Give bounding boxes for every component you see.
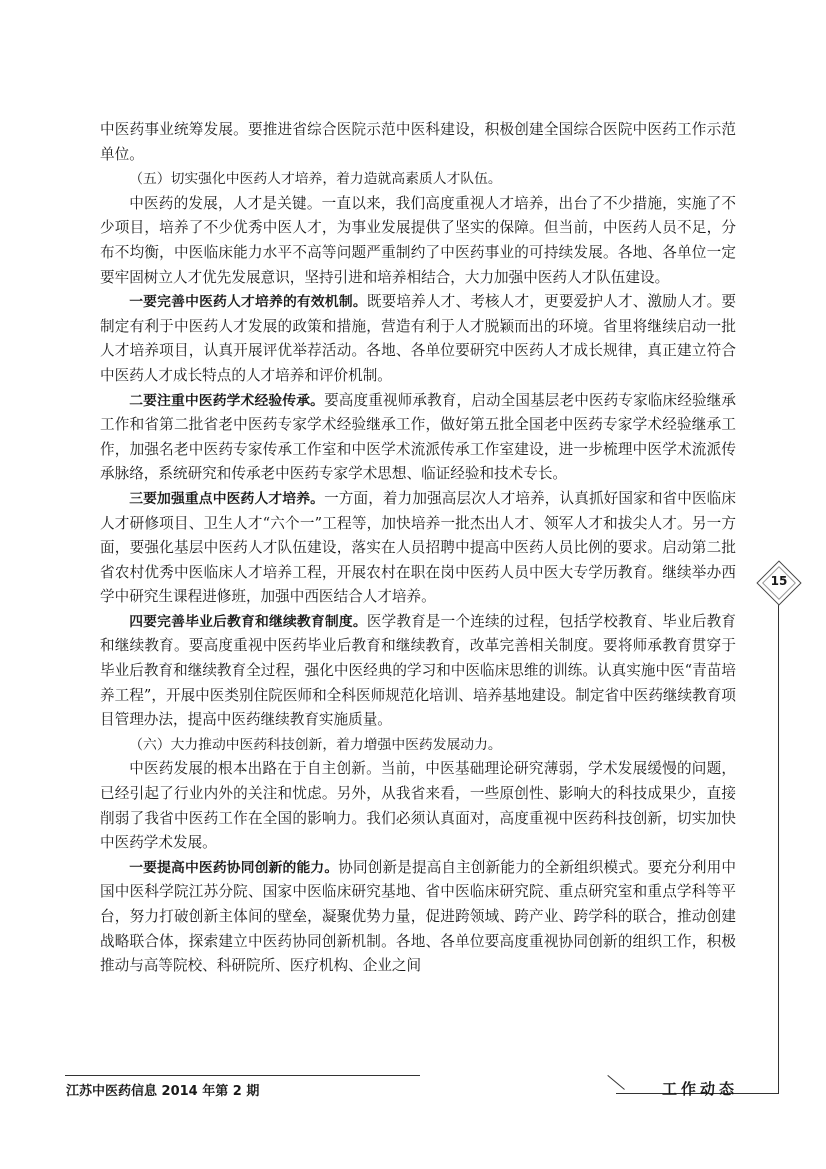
paragraph-3: 中医药的发展，人才是关键。一直以来，我们高度重视人才培养，出台了不少措施，实施了不少项目，培养了不少优秀中医人才，为事业发展提供了坚实的保障。但当前，中医药人员不足，分布不均衡，中医临床能力水平不高等问题严重制约了中医药事业的可持续发展。各地、各单位一定要牢固树立人才优先发展意识，坚持引进和培养相结合，大力加强中医药人才队伍建设。 <box>100 194 736 286</box>
footer-section: 工作动态 <box>661 1080 738 1098</box>
paragraph-5: 二要注重中医药学术经验传承。要高度重视师承教育，启动全国基层老中医药专家临床经验继承工作和省第二批省老中医药专家学术经验继承工作，做好第五批全国老中医药专家学术经验继承工作，加强名老中医药专家传承工作室和中医学术流派传承工作室建设，进一步梳理中医学术流派传承脉络，系统研究和传承老中医药专家学术思想、临证经验和技术专长。 <box>100 391 736 483</box>
lead-phrase: 二要注重中医药学术经验传承。 <box>129 392 325 409</box>
paragraph-6: 三要加强重点中医药人才培养。一方面，着力加强高层次人才培养，认真抓好国家和省中医临床人才研修项目、卫生人才“六个一”工程等，加快培养一批杰出人才、领军人才和拔尖人才。另一方面，要强化基层中医药人才队伍建设，落实在人员招聘中提高中医药人员比例的要求。启动第二批省农村优秀中医临床人才培养工程，开展农村在职在岗中医药人员中医大专学历教育。继续举办西学中研究生课程进修班，加强中西医结合人才培养。 <box>100 489 736 606</box>
lead-phrase: 三要加强重点中医药人才培养。 <box>129 490 325 507</box>
footer-rule <box>65 1075 420 1076</box>
footer-section-rule <box>607 1075 624 1090</box>
lead-phrase: 一要完善中医药人才培养的有效机制。 <box>129 294 367 311</box>
lead-phrase: 一要提高中医药协同创新的能力。 <box>129 859 339 876</box>
page-number: 15 <box>770 574 788 588</box>
paragraph-9: 中医药发展的根本出路在于自主创新。当前，中医基础理论研究薄弱，学术发展缓慢的问题，已经引起了行业内外的关注和忧虑。另外，从我省来看，一些原创性、影响大的科技成果少，直接削弱了我省中医药工作在全国的影响力。我们必须认真面对，高度重视中医药科技创新，切实加快中医药学术发展。 <box>100 760 736 852</box>
footer-journal: 江苏中医药信息 2014 年第 2 期 <box>66 1084 260 1099</box>
side-border-vertical <box>778 593 779 1093</box>
paragraph-10: 一要提高中医药协同创新的能力。协同创新是提高自主创新能力的全新组织模式。要充分利用中国中医科学院江苏分院、国家中医临床研究基地、省中医临床研究院、重点研究室和重点学科等平台，努力打破创新主体间的壁垒，凝聚优势力量，促进跨领域、跨产业、跨学科的联合，推动创建战略联合体，探索建立中医药协同创新机制。各地、各单位要高度重视协同创新的组织工作，积极推动与高等院校、科研院所、医疗机构、企业之间 <box>100 858 737 975</box>
article-body <box>100 118 736 979</box>
section-heading-6: （六）大力推动中医药科技创新，着力增强中医药发展动力。 <box>129 736 502 753</box>
paragraph-7: 四要完善毕业后教育和继续教育制度。医学教育是一个连续的过程，包括学校教育、毕业后教育和继续教育。要高度重视中医药毕业后教育和继续教育，改革完善相关制度。要将师承教育贯穿于毕业后教育和继续教育全过程，强化中医经典的学习和中医临床思维的训练。认真实施中医“青苗培养工程”，开展中医类别住院医师和全科医师规范化培训、培养基地建设。制定省中医药继续教育项目管理办法，提高中医药继续教育实施质量。 <box>100 612 736 729</box>
section-heading-5: （五）切实强化中医药人才培养，着力造就高素质人才队伍。 <box>129 171 502 188</box>
lead-phrase: 四要完善毕业后教育和继续教育制度。 <box>129 613 367 630</box>
paragraph-1: 中医药事业统筹发展。要推进省综合医院示范中医科建设，积极创建全国综合医院中医药工作示范单位。 <box>100 121 736 163</box>
paragraph-4: 一要完善中医药人才培养的有效机制。既要培养人才、考核人才，更要爱护人才、激励人才。要制定有利于中医药人才发展的政策和措施，营造有利于人才脱颖而出的环境。省里将继续启动一批人才培养项目，认真开展评优举荐活动。各地、各单位要研究中医药人才成长规律，真正建立符合中医药人才成长特点的人才培养和评价机制。 <box>100 293 736 384</box>
